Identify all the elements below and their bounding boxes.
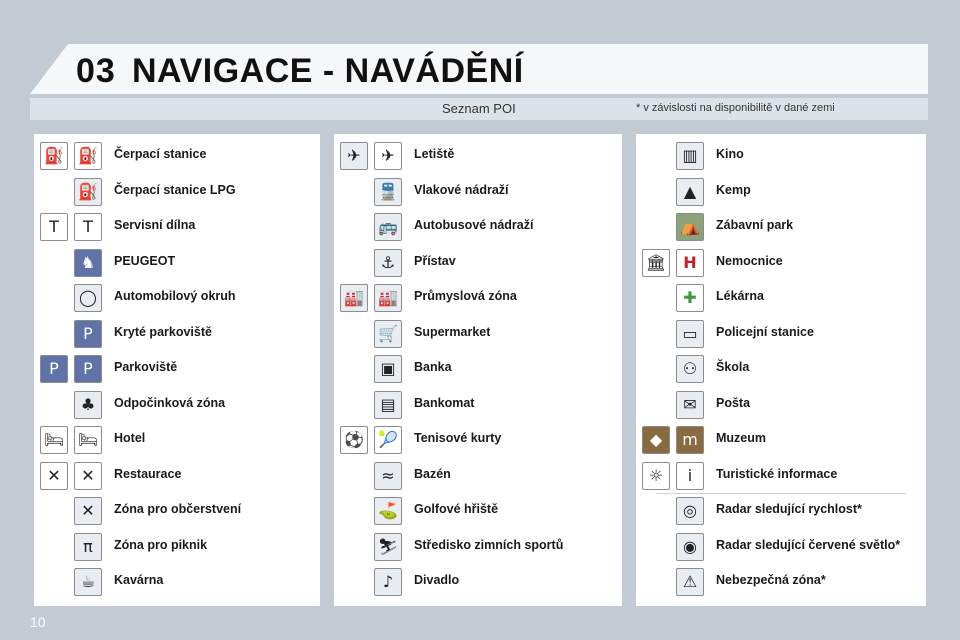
poi-label: Radar sledující rychlost* bbox=[716, 502, 862, 516]
poi-row bbox=[334, 209, 622, 245]
poi-row bbox=[34, 493, 320, 529]
museum-diamond-icon: ◆ bbox=[642, 426, 670, 454]
poi-row bbox=[636, 174, 926, 210]
poi-label: Nemocnice bbox=[716, 253, 783, 268]
poi-label: Kryté parkoviště bbox=[114, 324, 212, 339]
poi-row bbox=[34, 280, 320, 316]
poi-label: PEUGEOT bbox=[114, 253, 176, 268]
sport-icon: ⚽ bbox=[340, 426, 368, 454]
covered-parking-icon: P bbox=[74, 320, 102, 348]
poi-label: Divadlo bbox=[414, 573, 460, 587]
port-ship-icon: ⚓ bbox=[374, 249, 402, 277]
poi-row bbox=[34, 529, 320, 565]
police-icon: ▭ bbox=[676, 320, 704, 348]
poi-label: Supermarket bbox=[414, 324, 491, 339]
train-station-icon: 🚆 bbox=[374, 178, 402, 206]
garage-icon: T bbox=[74, 213, 102, 241]
poi-label: Kavárna bbox=[114, 573, 164, 587]
poi-row bbox=[34, 209, 320, 245]
poi-row bbox=[334, 387, 622, 423]
amusement-park-icon: ⛺ bbox=[676, 213, 704, 241]
museum-m-icon: m bbox=[676, 426, 704, 454]
poi-row bbox=[636, 529, 926, 565]
hospital-h-icon: H bbox=[676, 249, 704, 277]
availability-note: * v závislosti na disponibilitě v dané zemi bbox=[636, 102, 835, 114]
poi-label: Turistické informace bbox=[716, 466, 838, 481]
poi-row bbox=[636, 422, 926, 458]
poi-label: Automobilový okruh bbox=[114, 289, 236, 303]
poi-row bbox=[334, 280, 622, 316]
atm-icon: ▤ bbox=[374, 391, 402, 419]
red-light-camera-icon: ◉ bbox=[676, 533, 704, 561]
tourist-info-icon: ☼ bbox=[642, 462, 670, 490]
poi-row bbox=[34, 138, 320, 174]
poi-label: Servisní dílna bbox=[114, 218, 196, 232]
poi-row bbox=[34, 351, 320, 387]
poi-row bbox=[636, 316, 926, 352]
poi-label: Zábavní park bbox=[716, 218, 794, 232]
page-number: 10 bbox=[30, 614, 46, 630]
poi-row bbox=[34, 564, 320, 600]
parking-icon: P bbox=[74, 355, 102, 383]
poi-row bbox=[334, 493, 622, 529]
poi-label: Autobusové nádraží bbox=[414, 218, 534, 232]
poi-row bbox=[34, 245, 320, 281]
poi-row bbox=[636, 493, 926, 529]
poi-row bbox=[334, 316, 622, 352]
poi-label: Zóna pro občerstvení bbox=[114, 502, 242, 516]
speed-camera-icon: ◎ bbox=[676, 497, 704, 525]
fuel-pump-icon: ⛽ bbox=[40, 142, 68, 170]
airport-icon: ✈ bbox=[340, 142, 368, 170]
poi-label: Nebezpečná zóna* bbox=[716, 573, 826, 587]
theatre-icon: ♪ bbox=[374, 568, 402, 596]
poi-label: Banka bbox=[414, 360, 452, 374]
poi-label: Hotel bbox=[114, 431, 146, 445]
poi-label: Odpočinková zóna bbox=[114, 395, 226, 410]
poi-label: Škola bbox=[716, 360, 750, 374]
poi-row bbox=[34, 458, 320, 494]
poi-label: Čerpací stanice LPG bbox=[114, 182, 236, 197]
rest-area-icon: ♣ bbox=[74, 391, 102, 419]
poi-label: Bankomat bbox=[414, 395, 475, 410]
hospital-building-icon: 🏛 bbox=[642, 249, 670, 277]
poi-row bbox=[636, 458, 926, 494]
poi-label: Radar sledující červené světlo* bbox=[716, 537, 901, 552]
industrial-zone-icon: 🏭 bbox=[340, 284, 368, 312]
lpg-station-icon: ⛽ bbox=[74, 178, 102, 206]
poi-label: Pošta bbox=[716, 395, 751, 410]
garage-icon: T bbox=[40, 213, 68, 241]
row-divider bbox=[656, 493, 906, 494]
poi-row bbox=[636, 564, 926, 600]
hotel-bed-icon: 🛏 bbox=[40, 426, 68, 454]
bus-station-icon: 🚌 bbox=[374, 213, 402, 241]
cinema-film-icon: ▥ bbox=[676, 142, 704, 170]
parking-icon: P bbox=[40, 355, 68, 383]
poi-label: Parkoviště bbox=[114, 360, 178, 374]
poi-label: Restaurace bbox=[114, 466, 182, 481]
poi-column-1 bbox=[34, 134, 320, 606]
poi-label: Tenisové kurty bbox=[414, 431, 502, 445]
post-envelope-icon: ✉ bbox=[676, 391, 704, 419]
poi-row bbox=[334, 564, 622, 600]
poi-label: Čerpací stanice bbox=[114, 147, 207, 161]
fuel-pump-icon: ⛽ bbox=[74, 142, 102, 170]
poi-row bbox=[334, 422, 622, 458]
hotel-bed-icon: 🛏 bbox=[74, 426, 102, 454]
poi-column-3 bbox=[636, 134, 926, 606]
poi-label: Přístav bbox=[414, 253, 456, 268]
pharmacy-cross-icon: ✚ bbox=[676, 284, 704, 312]
poi-label: Bazén bbox=[414, 466, 451, 481]
poi-row bbox=[636, 387, 926, 423]
poi-label: Kino bbox=[716, 147, 744, 161]
poi-label: Muzeum bbox=[716, 431, 766, 445]
poi-label: Zóna pro piknik bbox=[114, 537, 208, 552]
poi-row bbox=[334, 458, 622, 494]
peugeot-lion-icon: ♞ bbox=[74, 249, 102, 277]
ski-icon: ⛷ bbox=[374, 533, 402, 561]
poi-row bbox=[636, 245, 926, 281]
info-i-icon: i bbox=[676, 462, 704, 490]
swimming-pool-icon: ≈ bbox=[374, 462, 402, 490]
poi-row bbox=[334, 245, 622, 281]
poi-label: Policejní stanice bbox=[716, 324, 814, 339]
poi-label: Golfové hřiště bbox=[414, 502, 499, 516]
refreshment-icon: ✕ bbox=[74, 497, 102, 525]
restaurant-icon: ✕ bbox=[40, 462, 68, 490]
poi-row bbox=[334, 351, 622, 387]
bank-icon: ▣ bbox=[374, 355, 402, 383]
poi-row bbox=[636, 280, 926, 316]
poi-row bbox=[34, 387, 320, 423]
poi-label: Letiště bbox=[414, 147, 455, 161]
industrial-zone-icon: 🏭 bbox=[374, 284, 402, 312]
tennis-icon: 🎾 bbox=[374, 426, 402, 454]
school-icon: ⚇ bbox=[676, 355, 704, 383]
poi-label: Lékárna bbox=[716, 289, 764, 303]
chapter-number: 03 bbox=[76, 52, 116, 90]
shopping-cart-icon: 🛒 bbox=[374, 320, 402, 348]
danger-zone-icon: ⚠ bbox=[676, 568, 704, 596]
poi-row bbox=[334, 138, 622, 174]
poi-row bbox=[636, 138, 926, 174]
restaurant-icon: ✕ bbox=[74, 462, 102, 490]
poi-label: Průmyslová zóna bbox=[414, 289, 517, 303]
poi-label: Vlakové nádraží bbox=[414, 182, 509, 197]
poi-row bbox=[636, 209, 926, 245]
poi-row bbox=[34, 422, 320, 458]
poi-row bbox=[334, 174, 622, 210]
camping-icon: ▲ bbox=[676, 178, 704, 206]
section-subtitle: Seznam POI bbox=[442, 101, 516, 116]
page-title: NAVIGACE - NAVÁDĚNÍ bbox=[132, 52, 524, 90]
poi-row bbox=[334, 529, 622, 565]
poi-row bbox=[636, 351, 926, 387]
poi-row bbox=[34, 174, 320, 210]
picnic-icon: π bbox=[74, 533, 102, 561]
poi-label: Kemp bbox=[716, 182, 751, 197]
cafe-cup-icon: ☕ bbox=[74, 568, 102, 596]
poi-label: Středisko zimních sportů bbox=[414, 537, 564, 552]
golf-icon: ⛳ bbox=[374, 497, 402, 525]
poi-column-2 bbox=[334, 134, 622, 606]
poi-row bbox=[34, 316, 320, 352]
race-circuit-icon: ◯ bbox=[74, 284, 102, 312]
airport-icon: ✈ bbox=[374, 142, 402, 170]
